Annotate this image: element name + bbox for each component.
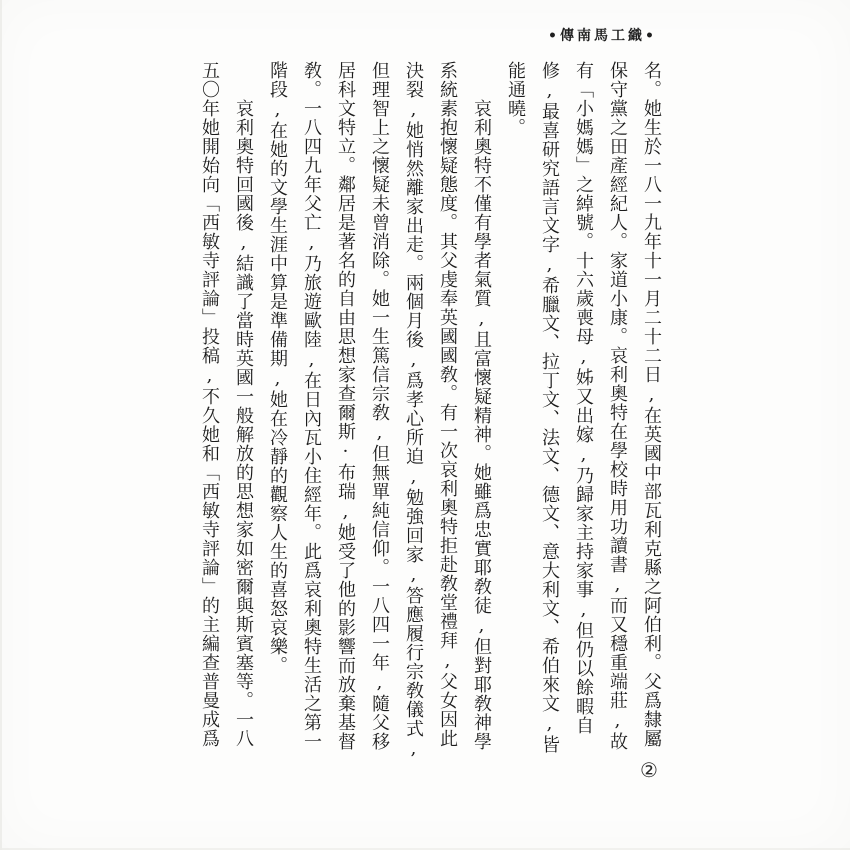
text-column: 敎。一八四九年父亡,乃旅遊歐陸,在日內瓦小住經年。此爲哀利奧特生活之第一 <box>301 61 322 751</box>
text-column: 保守黨之田產經紀人。家道小康。哀利奧特在學校時用功讀書,而又穩重端莊,故 <box>607 61 628 751</box>
text-column: 有「小媽媽」之綽號。十六歲喪母,姊又出嫁,乃歸家主持家事,但仍以餘暇自 <box>573 61 594 735</box>
text-column: 能通曉。 <box>505 61 526 137</box>
text-column-paragraph-start: 哀利奧特回國後,結識了當時英國一般解放的思想家如密爾與斯賓塞等。一八 <box>233 99 254 748</box>
text-column: 居科文特立。鄰居是著名的自由思想家查爾斯·布瑞,她受了他的影響而放棄基督 <box>335 61 356 751</box>
text-column: 名。她生於一八一九年十一月二十二日,在英國中部瓦利克縣之阿伯利。父爲隸屬 <box>641 61 662 748</box>
text-column: 階段,在她的文學生涯中算是準備期,她在冷靜的觀察人生的喜怒哀樂。 <box>267 61 288 675</box>
text-column: 修,最喜研究語言文字,希臘文、拉丁文、法文、德文、意大利文、希伯來文,皆 <box>539 61 560 754</box>
page-number: ② <box>640 758 658 782</box>
text-column: 五〇年她開始向「西敏寺評論」投稿,不久她和「西敏寺評論」的主編查普曼成爲 <box>199 61 220 748</box>
running-title: •傳南馬工織• <box>548 28 657 44</box>
text-column-paragraph-start: 哀利奧特不僅有學者氣質,且富懷疑精神。她雖爲忠實耶敎徒,但對耶敎神學 <box>471 99 492 751</box>
main-text-block <box>190 61 668 766</box>
text-column: 但理智上之懷疑未曾消除。她一生篤信宗敎,但無單純信仰。一八四一年,隨父移 <box>369 61 390 751</box>
text-column: 系統素抱懷疑態度。其父虔奉英國國敎。有一次哀利奧特拒赴敎堂禮拜,父女因此 <box>437 61 458 748</box>
text-column: 決裂,她悄然離家出走。兩個月後,爲孝心所迫,勉強回家,答應履行宗敎儀式, <box>403 61 424 760</box>
